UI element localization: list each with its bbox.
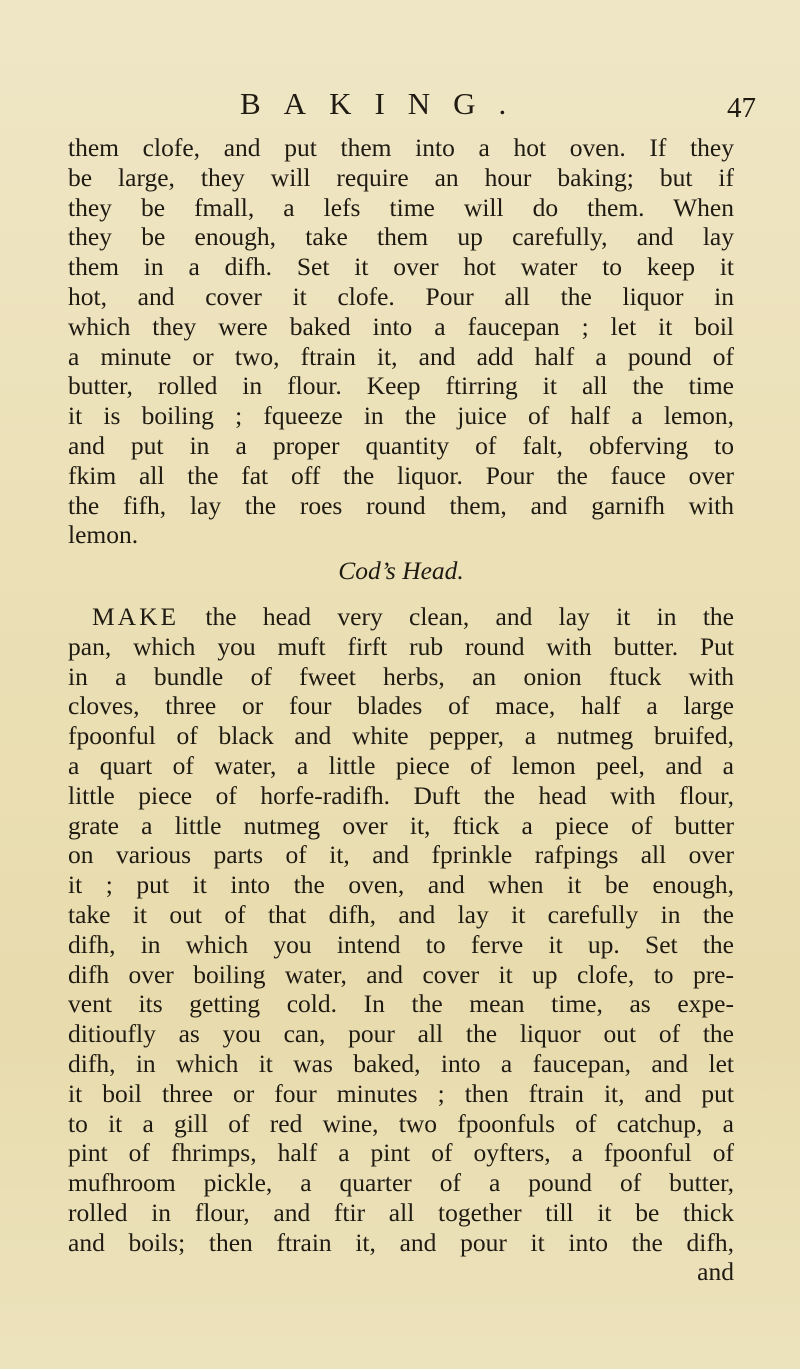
first-line-rest: the head very clean, and lay it in the <box>179 601 734 631</box>
text-line: fpoonful of black and white pepper, a nutmeg bruifed, <box>68 721 734 751</box>
running-head: BAKING. <box>240 86 530 121</box>
text-line: cloves, three or four blades of mace, half a large <box>68 691 734 721</box>
text-line: take it out of that difh, and lay it carefully in the <box>68 899 734 929</box>
text-line: rolled in flour, and ftir all together till it be thick <box>68 1197 734 1227</box>
text-line: a quart of water, a little piece of lemon peel, and a <box>68 750 734 780</box>
text-line: lemon. <box>68 520 139 550</box>
page-number: 47 <box>727 92 756 124</box>
text-line: which they were baked into a faucepan ; let it boil <box>68 311 734 341</box>
text-line: the fifh, lay the roes round them, and garnifh with <box>68 490 734 520</box>
text-line: vent its getting cold. In the mean time, as expe- <box>68 989 734 1019</box>
text-line: grate a little nutmeg over it, ftick a piece of butter <box>68 810 734 840</box>
text-line: difh, in which you intend to ferve it up. Set the <box>68 929 734 959</box>
text-line: ditioufly as you can, pour all the liquor out of the <box>68 1019 734 1049</box>
text-line: it ; put it into the oven, and when it be enough, <box>68 870 734 900</box>
text-line: them in a difh. Set it over hot water to keep it <box>68 252 734 282</box>
text-line: and put in a proper quantity of falt, obferving to <box>68 430 734 460</box>
text-line: they be fmall, a lefs time will do them. When <box>68 192 734 222</box>
section-heading: Cod’s Head. <box>338 556 464 586</box>
body-text <box>68 133 734 1287</box>
text-line: on various parts of it, and fprinkle rafpings all over <box>68 840 734 870</box>
text-line: be large, they will require an hour baking; but if <box>68 162 734 192</box>
text-line: it boil three or four minutes ; then ftrain it, and put <box>68 1078 734 1108</box>
text-line: hot, and cover it clofe. Pour all the liquor in <box>68 281 734 311</box>
text-line: fkim all the fat off the liquor. Pour the fauce over <box>68 460 734 490</box>
text-line: difh over boiling water, and cover it up clofe, to pre- <box>68 959 734 989</box>
text-line: a minute or two, ftrain it, and add half a pound of <box>68 341 734 371</box>
text-line: in a bundle of fweet herbs, an onion ftuck with <box>68 661 734 691</box>
text-line: pint of fhrimps, half a pint of oyfters, a fpoonful of <box>68 1138 734 1168</box>
text-line: and boils; then ftrain it, and pour it into the difh, <box>68 1227 734 1257</box>
text-line: them clofe, and put them into a hot oven. If they <box>68 133 734 162</box>
drop-word: MAKE <box>92 601 180 631</box>
text-line: difh, in which it was baked, into a faucepan, and let <box>68 1048 734 1078</box>
text-line: butter, rolled in flour. Keep ftirring it all the time <box>68 371 734 401</box>
text-line: it is boiling ; fqueeze in the juice of half a lemon, <box>68 401 734 431</box>
text-line: little piece of horfe-radifh. Duft the head with flour, <box>68 780 734 810</box>
text-line <box>68 602 734 632</box>
text-line: mufhroom pickle, a quarter of a pound of butter, <box>68 1168 734 1198</box>
text-line: they be enough, take them up carefully, and lay <box>68 222 734 252</box>
text-line: to it a gill of red wine, two fpoonfuls of catchup, a <box>68 1108 734 1138</box>
catchword: and <box>697 1257 734 1287</box>
text-line: pan, which you muft firft rub round with butter. Put <box>68 631 734 661</box>
